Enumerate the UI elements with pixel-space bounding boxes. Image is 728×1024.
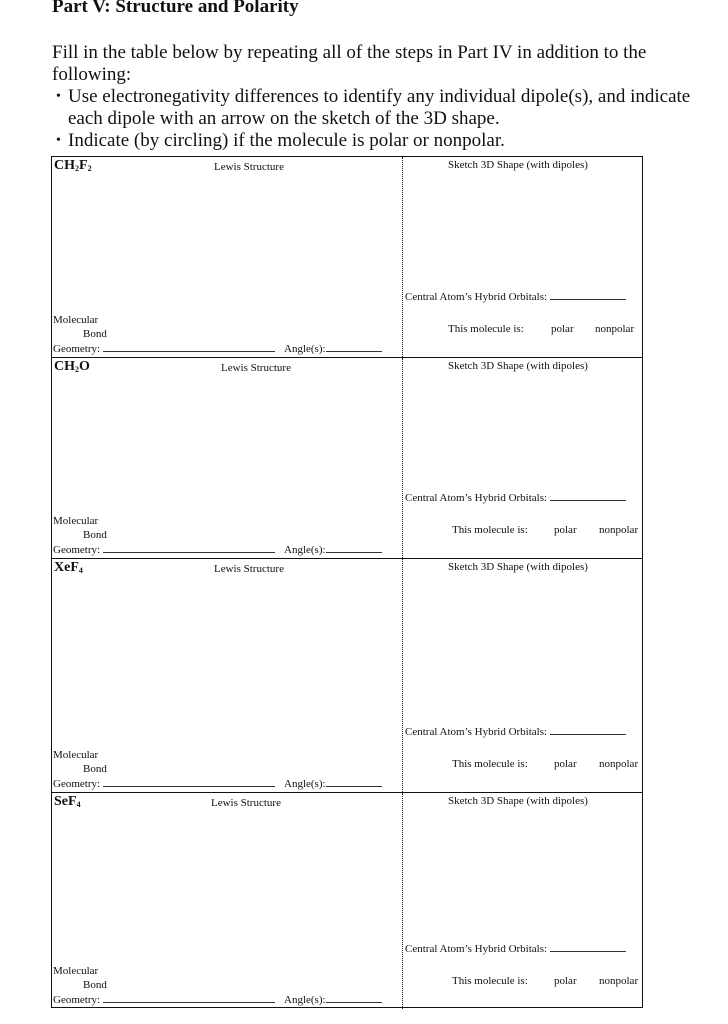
polarity-label: This molecule is: [452,524,528,536]
angles-field[interactable]: Angle(s): [284,993,382,1006]
table-row [52,559,642,793]
table-row [52,793,642,1009]
sketch-label: Sketch 3D Shape (with dipoles) [448,561,588,573]
lewis-structure-label: Lewis Structure [214,161,284,173]
nonpolar-option[interactable]: nonpolar [599,975,639,987]
geometry-field[interactable]: Geometry: [53,543,275,556]
polar-option[interactable]: polar [554,524,577,536]
lewis-structure-label: Lewis Structure [214,563,284,575]
molecular-label: Molecular [53,314,99,326]
bond-label: Bond [83,979,107,991]
bond-label: Bond [83,328,107,340]
angles-field[interactable]: Angle(s): [284,342,382,355]
angles-field[interactable]: Angle(s): [284,543,382,556]
hybrid-orbitals-field[interactable]: Central Atom’s Hybrid Orbitals: [405,491,626,504]
molecule-table [51,156,643,1008]
geometry-field[interactable]: Geometry: [53,993,275,1006]
molecule-formula: XeF$_4$ [54,560,83,575]
bond-label: Bond [83,529,107,541]
molecular-label: Molecular [53,965,99,977]
lewis-structure-label: Lewis Structure [211,797,281,809]
sketch-label: Sketch 3D Shape (with dipoles) [448,795,588,807]
instruction-bullet [52,86,692,130]
bullet-text: Indicate (by circling) if the molecule is polar or nonpolar. [68,130,505,151]
molecule-formula: $CH_2F_2$ [54,158,92,173]
molecule-formula: SeF$_4$ [54,794,81,809]
molecular-label: Molecular [53,749,99,761]
nonpolar-option[interactable]: nonpolar [595,323,635,335]
molecule-formula: $CH_2O$ [54,359,90,374]
instructions [52,42,692,152]
bullet-icon: • [56,89,61,104]
lewis-structure-label: Lewis Structure [221,362,291,374]
molecular-label: Molecular [53,515,99,527]
bond-label: Bond [83,763,107,775]
polar-option[interactable]: polar [554,975,577,987]
bullet-icon: • [56,133,61,148]
instruction-bullet [52,130,692,152]
column-divider [402,358,403,558]
column-divider [402,559,403,792]
polarity-label: This molecule is: [452,975,528,987]
polar-option[interactable]: polar [551,323,574,335]
polarity-label: This molecule is: [452,758,528,770]
nonpolar-option[interactable]: nonpolar [599,524,639,536]
table-row [52,157,642,358]
hybrid-orbitals-field[interactable]: Central Atom’s Hybrid Orbitals: [405,725,626,738]
angles-field[interactable]: Angle(s): [284,777,382,790]
column-divider [402,157,403,357]
sketch-label: Sketch 3D Shape (with dipoles) [448,159,588,171]
instructions-text: Fill in the table below by repeating all of the steps in Part IV in addition to the following: [52,42,647,85]
page-heading: Part V: Structure and Polarity [52,0,299,17]
hybrid-orbitals-field[interactable]: Central Atom’s Hybrid Orbitals: [405,290,626,303]
hybrid-orbitals-field[interactable]: Central Atom’s Hybrid Orbitals: [405,942,626,955]
sketch-label: Sketch 3D Shape (with dipoles) [448,360,588,372]
column-divider [402,793,403,1009]
polarity-label: This molecule is: [448,323,524,335]
table-row [52,358,642,559]
geometry-field[interactable]: Geometry: [53,777,275,790]
polar-option[interactable]: polar [554,758,577,770]
geometry-field[interactable]: Geometry: [53,342,275,355]
nonpolar-option[interactable]: nonpolar [599,758,639,770]
bullet-text: Use electronegativity differences to identify any individual dipole(s), and indicate each dipole with an arrow on the sketch of the 3D shape. [68,86,691,129]
